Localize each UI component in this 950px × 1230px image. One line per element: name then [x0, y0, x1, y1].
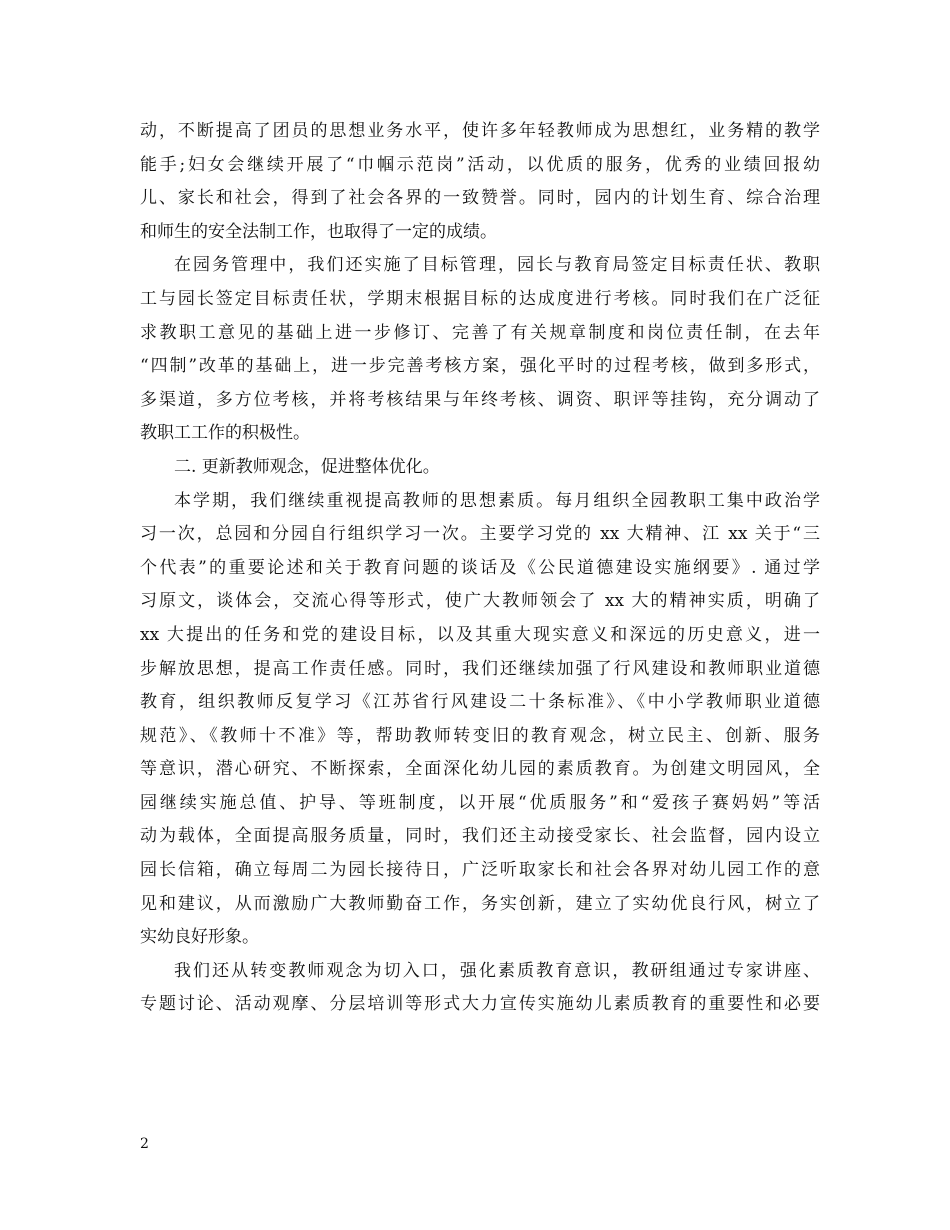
text-line: 本学期，我们继续重视提高教师的思想素质。每月组织全园教职工集中政治学 [174, 490, 820, 511]
text-line: 教育，组织教师反复学习《江苏省行风建设二十条标准》、《中小学教师职业道德 [140, 692, 820, 713]
text-line: 步解放思想，提高工作责任感。同时，我们还继续加强了行风建设和教师职业道德 [140, 658, 820, 679]
text-line: 工与园长签定目标责任状，学期末根据目标的达成度进行考核。同时我们在广泛征 [140, 288, 820, 309]
text-line: 等意识，潜心研究、不断探索，全面深化幼儿园的素质教育。为创建文明园风，全 [140, 759, 820, 780]
text-line: 多渠道，多方位考核，并将考核结果与年终考核、调资、职评等挂钩，充分调动了 [140, 389, 820, 410]
text-line: 儿、家长和社会，得到了社会各界的一致赞誉。同时，园内的计划生育、综合治理 [140, 188, 820, 209]
text-line: 动为载体，全面提高服务质量，同时，我们还主动接受家长、社会监督，园内设立 [140, 826, 820, 847]
text-line: 和师生的安全法制工作，也取得了一定的成绩。 [140, 221, 497, 242]
text-line: 求教职工意见的基础上进一步修订、完善了有关规章制度和岗位责任制，在去年 [140, 322, 820, 343]
page-number: 2 [140, 1136, 149, 1152]
text-line: 园长信箱，确立每周二为园长接待日，广泛听取家长和社会各界对幼儿园工作的意 [140, 860, 820, 881]
text-line: 见和建议，从而激励广大教师勤奋工作，务实创新，建立了实幼优良行风，树立了 [140, 893, 820, 914]
text-line: 个代表”的重要论述和关于教育问题的谈话及《公民道德建设实施纲要》. 通过学 [140, 557, 820, 578]
text-line: 能手;妇女会继续开展了“巾帼示范岗”活动，以优质的服务，优秀的业绩回报幼 [140, 154, 820, 175]
text-line: xx 大提出的任务和党的建设目标，以及其重大现实意义和深远的历史意义，进一 [140, 624, 820, 645]
text-line: 我们还从转变教师观念为切入口，强化素质教育意识，教研组通过专家讲座、 [174, 960, 820, 981]
text-line: 教职工工作的积极性。 [140, 423, 310, 444]
document-body [140, 115, 820, 1022]
text-line: 动，不断提高了团员的思想业务水平，使许多年轻教师成为思想红，业务精的教学 [140, 121, 820, 141]
section-heading: 二. 更新教师观念，促进整体优化。 [174, 456, 440, 477]
text-line: 习一次，总园和分园自行组织学习一次。主要学习党的 xx 大精神、江 xx 关于“三 [140, 524, 820, 545]
text-line: “四制”改革的基础上，进一步完善考核方案，强化平时的过程考核，做到多形式， [140, 356, 820, 377]
text-line: 在园务管理中，我们还实施了目标管理，园长与教育局签定目标责任状、教职 [174, 255, 820, 276]
text-line: 实幼良好形象。 [140, 927, 259, 948]
text-line: 习原文，谈体会，交流心得等形式，使广大教师领会了 xx 大的精神实质，明确了 [140, 591, 820, 612]
text-line: 园继续实施总值、护导、等班制度，以开展“优质服务”和“爱孩子赛妈妈”等活 [140, 792, 820, 813]
text-line: 规范》、《教师十不准》等，帮助教师转变旧的教育观念，树立民主、创新、服务 [140, 725, 820, 746]
text-line: 专题讨论、活动观摩、分层培训等形式大力宣传实施幼儿素质教育的重要性和必要 [140, 994, 820, 1015]
